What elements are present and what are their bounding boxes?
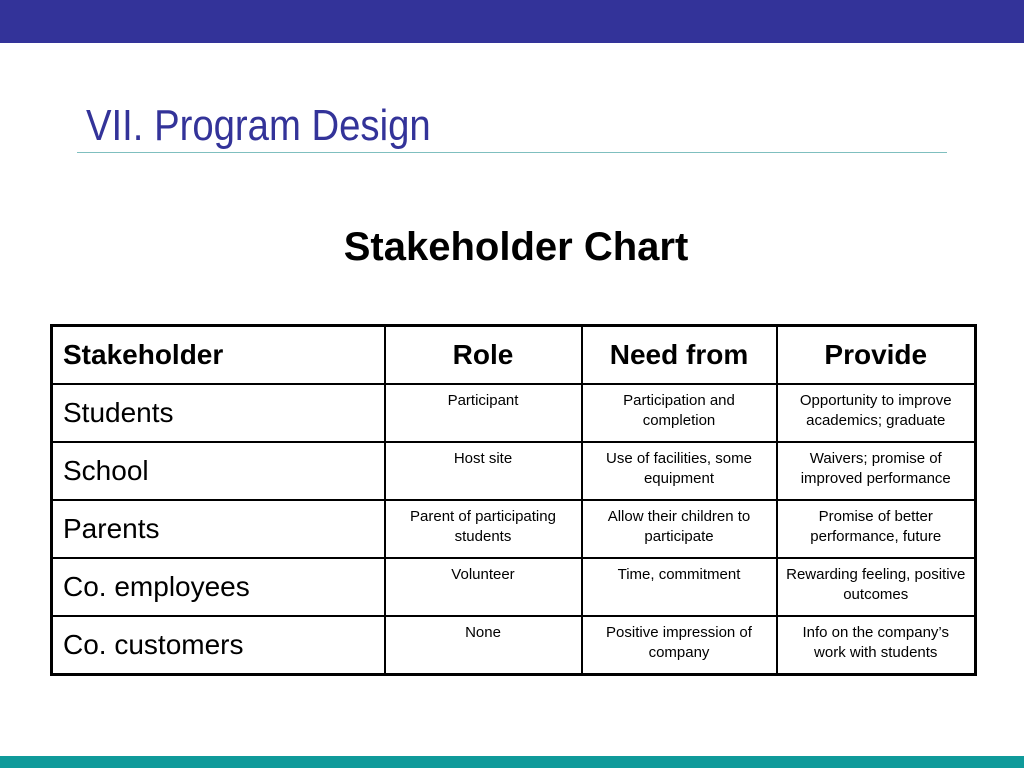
table-header-row — [52, 326, 976, 385]
role-cell: Volunteer — [385, 558, 582, 616]
header-stakeholder: Stakeholder — [52, 326, 385, 385]
bottom-banner — [0, 756, 1024, 768]
need-from-cell: Positive impression of company — [582, 616, 777, 674]
provide-cell: Opportunity to improve academics; graduate — [777, 384, 976, 442]
table-row — [52, 616, 976, 674]
stakeholder-name: Students — [52, 384, 385, 442]
provide-cell: Info on the company’s work with students — [777, 616, 976, 674]
provide-cell: Rewarding feeling, positive outcomes — [777, 558, 976, 616]
role-cell: Host site — [385, 442, 582, 500]
need-from-cell: Time, commitment — [582, 558, 777, 616]
header-need-from: Need from — [582, 326, 777, 385]
table-row — [52, 500, 976, 558]
table-row — [52, 442, 976, 500]
table-row — [52, 384, 976, 442]
role-cell: Parent of participating students — [385, 500, 582, 558]
provide-cell: Waivers; promise of improved performance — [777, 442, 976, 500]
table-row — [52, 558, 976, 616]
provide-cell: Promise of better performance, future — [777, 500, 976, 558]
role-cell: None — [385, 616, 582, 674]
stakeholder-name: Co. employees — [52, 558, 385, 616]
role-cell: Participant — [385, 384, 582, 442]
header-provide: Provide — [777, 326, 976, 385]
need-from-cell: Use of facilities, some equipment — [582, 442, 777, 500]
chart-title: Stakeholder Chart — [343, 225, 689, 269]
top-banner — [0, 0, 1024, 43]
stakeholder-name: School — [52, 442, 385, 500]
slide-title: VII. Program Design — [86, 101, 431, 150]
stakeholder-table — [50, 324, 977, 676]
header-role: Role — [385, 326, 582, 385]
need-from-cell: Allow their children to participate — [582, 500, 777, 558]
stakeholder-name: Co. customers — [52, 616, 385, 674]
title-divider — [77, 152, 947, 153]
need-from-cell: Participation and completion — [582, 384, 777, 442]
stakeholder-name: Parents — [52, 500, 385, 558]
